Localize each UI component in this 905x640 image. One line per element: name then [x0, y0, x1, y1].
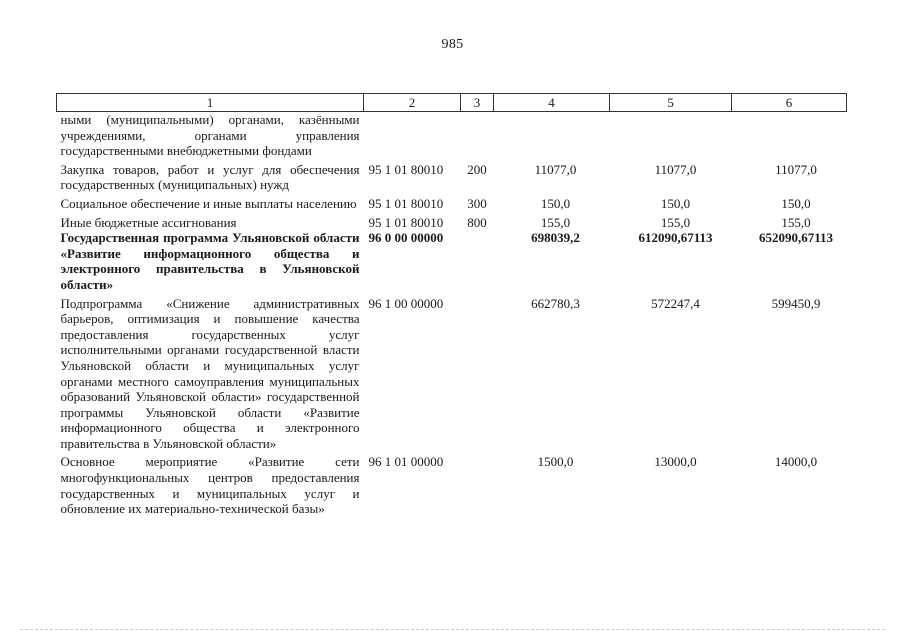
row-name: ными (муниципальными) органами, казёнными учреждениями, органами управления государственными внебюджетными фондами: [60, 112, 360, 159]
row-amount-col4: 698039,2: [531, 230, 580, 246]
header-col-2: 2: [364, 94, 461, 112]
row-expense-type: [461, 112, 494, 159]
row-expense-type: 200: [467, 161, 487, 177]
row-amount-col5: [610, 112, 732, 159]
row-amount-col5: 572247,4: [651, 295, 700, 311]
row-name: Социальное обеспечение и иные выплаты населению: [60, 195, 357, 211]
row-target-code: [364, 112, 461, 159]
row-target-code: 95 1 01 80010: [368, 214, 444, 230]
row-target-code: 95 1 01 80010: [368, 161, 444, 177]
table-row: [57, 293, 847, 452]
row-target-code: 95 1 01 80010: [368, 195, 444, 211]
row-amount-col6: 652090,67113: [758, 230, 834, 246]
row-amount-col6: 11077,0: [775, 161, 817, 177]
budget-table: [56, 93, 847, 517]
table-row: [57, 451, 847, 516]
row-target-code: 96 1 01 00000: [368, 454, 444, 470]
row-name: Основное мероприятие «Развитие сети многофункциональных центров предоставления государственных и муниципальных услуг и обновление их материально-технической базы»: [60, 454, 360, 517]
row-amount-col6: 150,0: [781, 195, 811, 211]
row-amount-col6: [732, 112, 847, 159]
row-name: Иные бюджетные ассигнования: [60, 214, 237, 230]
table-row: [57, 159, 847, 193]
row-expense-type: [461, 293, 494, 452]
row-name: Государственная программа Ульяновской области «Развитие информационного общества и электронного правительства в Ульяновской области»: [60, 230, 360, 292]
row-target-code: 96 1 00 00000: [368, 295, 444, 311]
header-col-5: 5: [610, 94, 732, 112]
page-number: 985: [441, 37, 464, 52]
row-expense-type: [461, 451, 494, 516]
table-header: [57, 94, 847, 112]
header-col-4: 4: [494, 94, 610, 112]
row-amount-col5: 155,0: [660, 214, 691, 230]
row-amount-col4: 11077,0: [534, 161, 577, 177]
row-amount-col4: 662780,3: [531, 295, 580, 311]
table-row: [57, 112, 847, 159]
header-col-1: 1: [57, 94, 364, 112]
scan-edge-divider: [20, 629, 885, 630]
table-row: [57, 193, 847, 212]
table-row: [57, 212, 847, 231]
row-amount-col5: 612090,67113: [638, 230, 713, 246]
row-expense-type: 800: [467, 214, 487, 230]
row-expense-type: 300: [467, 195, 487, 211]
header-col-3: 3: [461, 94, 494, 112]
row-name: Подпрограмма «Снижение административных барьеров, оптимизация и повышение качества предоставления государственных услуг исполнительными органами государственной власти Ульяновской области и муниципальных услуг органами местного самоуправления муниципальных образований Ульяновской области» государственной программы Ульяновской области «Развитие информационного общества и электронного правительства в Ульяновской области»: [60, 295, 360, 451]
row-amount-col5: 11077,0: [654, 161, 697, 177]
table-body: [57, 112, 847, 517]
row-amount-col6: 14000,0: [774, 454, 818, 470]
header-col-6: 6: [732, 94, 847, 112]
row-target-code: 96 0 00 00000: [368, 230, 444, 246]
row-amount-col5: 150,0: [660, 195, 691, 211]
row-amount-col4: [494, 112, 610, 159]
row-expense-type: [461, 230, 494, 292]
row-amount-col5: 13000,0: [654, 454, 697, 470]
row-amount-col4: 155,0: [540, 214, 571, 230]
row-amount-col6: 155,0: [781, 214, 811, 230]
table-row: [57, 230, 847, 292]
row-amount-col4: 1500,0: [537, 454, 574, 470]
row-name: Закупка товаров, работ и услуг для обеспечения государственных (муниципальных) нужд: [60, 161, 360, 193]
row-amount-col4: 150,0: [540, 195, 571, 211]
row-amount-col6: 599450,9: [771, 295, 821, 311]
